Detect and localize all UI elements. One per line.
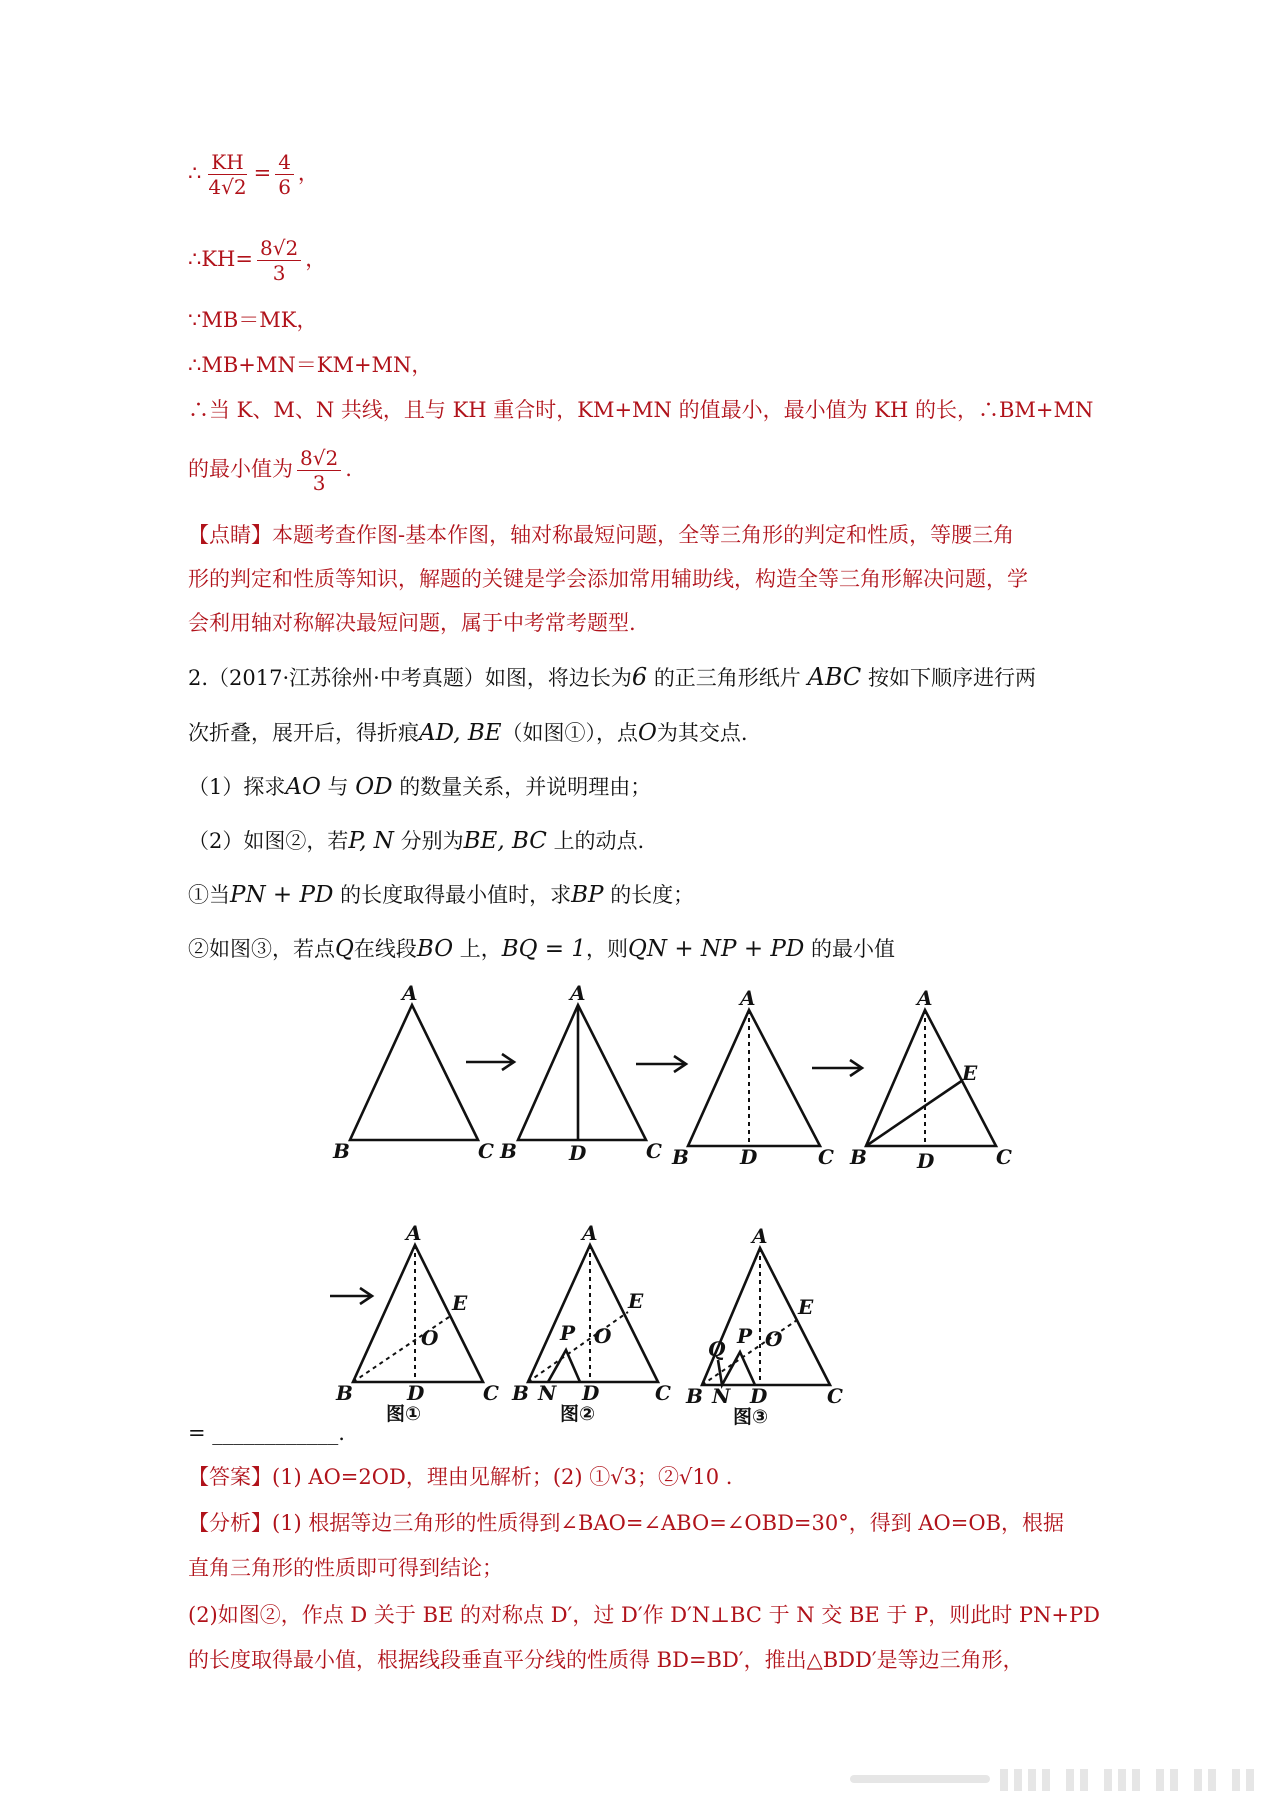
analysis-tag: 【分析】 (188, 1511, 272, 1535)
label-b: B (336, 1381, 353, 1405)
text-segment: 次折叠，展开后，得折痕 (188, 721, 419, 745)
label-b: B (672, 1145, 689, 1169)
label-o: O (421, 1326, 439, 1350)
text-segment: ，则 (586, 937, 629, 961)
text-segment: 的正三角形纸片 (653, 666, 801, 690)
math-pn-pd: PN + PD (230, 882, 334, 908)
label-a: A (570, 981, 586, 1005)
comma: ， (305, 247, 327, 271)
watermark-bars (850, 1769, 1254, 1791)
figure-row-2 (330, 1245, 830, 1385)
label-d: D (750, 1384, 768, 1408)
caption-fig-1: 图① (386, 1403, 422, 1425)
answer-text: (1) AO=2OD，理由见解析；(2) ①√3；②√10 . (272, 1465, 733, 1489)
fraction-numerator: 8√2 (297, 446, 341, 471)
label-a: A (917, 986, 933, 1010)
text-segment: 2.（2017·江苏徐州·中考真题）如图，将边长为 (188, 666, 632, 690)
label-b: B (333, 1139, 350, 1163)
label-b: B (500, 1139, 517, 1163)
arrow-1 (466, 1054, 514, 1070)
label-o: O (765, 1327, 783, 1351)
text-segment: 的数量关系，并说明理由； (399, 775, 652, 799)
text-segment: 在线段 (353, 937, 417, 961)
label-a: A (752, 1224, 768, 1248)
label-o: O (594, 1324, 612, 1348)
label-e: E (962, 1061, 978, 1085)
min-value-text: 的最小值为 (188, 457, 293, 481)
dianjing-line-1: 【点睛】本题考查作图-基本作图，轴对称最短问题，全等三角形的判定和性质，等腰三角 (188, 523, 1015, 547)
therefore-symbol: ∴ (188, 161, 202, 185)
kh-label: ∴KH (188, 247, 236, 271)
analysis-line-1 (188, 1508, 1064, 1538)
math-qn-np-pd: QN + NP + PD (628, 936, 805, 962)
fraction-denominator: 6 (278, 175, 291, 199)
label-e: E (628, 1289, 644, 1313)
analysis-text: (1) 根据等边三角形的性质得到∠BAO=∠ABO=∠OBD=30°，得到 AO=OB，根据 (272, 1511, 1065, 1535)
label-d: D (740, 1145, 758, 1169)
period: . (345, 457, 352, 481)
text-segment: 与 (327, 775, 349, 799)
label-b: B (850, 1145, 867, 1169)
label-c: C (827, 1384, 843, 1408)
text-segment: 的最小值 (811, 937, 896, 961)
label-e: E (798, 1295, 814, 1319)
label-b: B (686, 1384, 703, 1408)
text-segment: 的长度取得最小值时，求 (340, 883, 572, 907)
math-abc: ABC (807, 663, 862, 691)
label-c: C (996, 1145, 1012, 1169)
text-segment: 的长度； (610, 883, 695, 907)
comma: ， (297, 161, 319, 185)
solution-line-3: ∵MB＝MK， (188, 308, 318, 332)
text-segment: ②如图③，若点 (188, 937, 335, 961)
text-segment: 按如下顺序进行两 (867, 666, 1036, 690)
point-labels-row-1 (332, 981, 1012, 1173)
math-pn: P, N (348, 828, 394, 854)
caption-fig-3: 图③ (733, 1406, 769, 1428)
text-segment: （如图①），点 (501, 721, 639, 745)
label-d: D (569, 1141, 587, 1165)
triangle-2 (518, 1005, 646, 1140)
fraction-denominator: 4√2 (208, 175, 247, 199)
analysis-line-4: 的长度取得最小值，根据线段垂直平分线的性质得 BD=BD′，推出△BDD′是等边三角形， (188, 1648, 1024, 1672)
text-segment: （1）探求 (188, 775, 286, 799)
arrow-2 (636, 1056, 686, 1072)
label-d: D (582, 1381, 600, 1405)
label-a: A (402, 981, 418, 1005)
math-bq-eq-1: BQ = 1 (501, 936, 587, 962)
math-q: Q (335, 936, 354, 962)
math-ad-be: AD, BE (419, 720, 502, 746)
text-segment: 为其交点. (656, 721, 748, 745)
caption-fig-2: 图② (560, 1403, 596, 1425)
label-q: Q (708, 1337, 726, 1361)
label-c: C (483, 1381, 499, 1405)
label-p: P (737, 1324, 753, 1348)
math-ao: AO (285, 774, 321, 800)
text-segment: （2）如图②，若 (188, 829, 349, 853)
math-be-bc: BE, BC (463, 828, 547, 854)
answer-blank-line: = ____________. (188, 1421, 345, 1445)
label-n: N (538, 1381, 557, 1405)
arrow-3 (812, 1060, 862, 1076)
dianjing-line-2: 形的判定和性质等知识，解题的关键是学会添加常用辅助线，构造全等三角形解决问题，学 (188, 567, 1028, 591)
figure-row-1 (350, 1005, 996, 1146)
math-o: O (638, 720, 657, 746)
text-segment: ①当 (188, 883, 230, 907)
label-c: C (478, 1139, 494, 1163)
dianjing-line-3: 会利用轴对称解决最短问题，属于中考常考题型. (188, 611, 636, 635)
label-a: A (406, 1221, 422, 1245)
math-bo: BO (416, 936, 454, 962)
label-e: E (452, 1291, 468, 1315)
label-a: A (740, 986, 756, 1010)
figure-2-triangle (528, 1245, 658, 1382)
fraction-numerator: KH (208, 150, 246, 175)
solution-line-4: ∴MB+MN＝KM+MN， (188, 353, 433, 377)
label-c: C (655, 1381, 671, 1405)
answer-line (188, 1462, 732, 1492)
triangle-3 (688, 1010, 820, 1146)
label-b: B (512, 1381, 529, 1405)
analysis-line-3: (2)如图②，作点 D 关于 BE 的对称点 D′，过 D′作 D′N⊥BC 于 N 交 BE 于 P，则此时 PN+PD (188, 1603, 1100, 1627)
path-npd (548, 1350, 580, 1382)
label-p: P (560, 1321, 576, 1345)
label-a: A (582, 1221, 598, 1245)
answer-tag: 【答案】 (188, 1465, 272, 1489)
math-bp: BP (571, 882, 604, 908)
equals-sign: = (235, 247, 253, 271)
solution-line-5: ∴当 K、M、N 共线，且与 KH 重合时，KM+MN 的值最小，最小值为 KH 的长，∴BM+MN (188, 398, 1094, 422)
math-six: 6 (631, 663, 648, 691)
arrow-4 (330, 1288, 372, 1304)
fraction-denominator: 3 (272, 261, 286, 285)
fraction-numerator: 4 (275, 150, 294, 175)
text-segment: 上， (459, 937, 502, 961)
text-segment: 分别为 (400, 829, 464, 853)
figure-captions (386, 1403, 768, 1428)
bottom-watermark-graphic (850, 1765, 1270, 1795)
fraction-numerator: 8√2 (257, 236, 301, 261)
label-n: N (712, 1384, 731, 1408)
equals-sign: = (253, 161, 272, 185)
label-c: C (818, 1145, 834, 1169)
label-d: D (917, 1149, 935, 1173)
label-c: C (646, 1139, 662, 1163)
fraction-denominator: 3 (312, 471, 326, 495)
math-od: OD (355, 774, 393, 800)
analysis-line-2: 直角三角形的性质即可得到结论； (188, 1556, 503, 1580)
triangle-1 (350, 1005, 478, 1140)
text-segment: 上的动点. (553, 829, 645, 853)
label-d: D (407, 1381, 425, 1405)
